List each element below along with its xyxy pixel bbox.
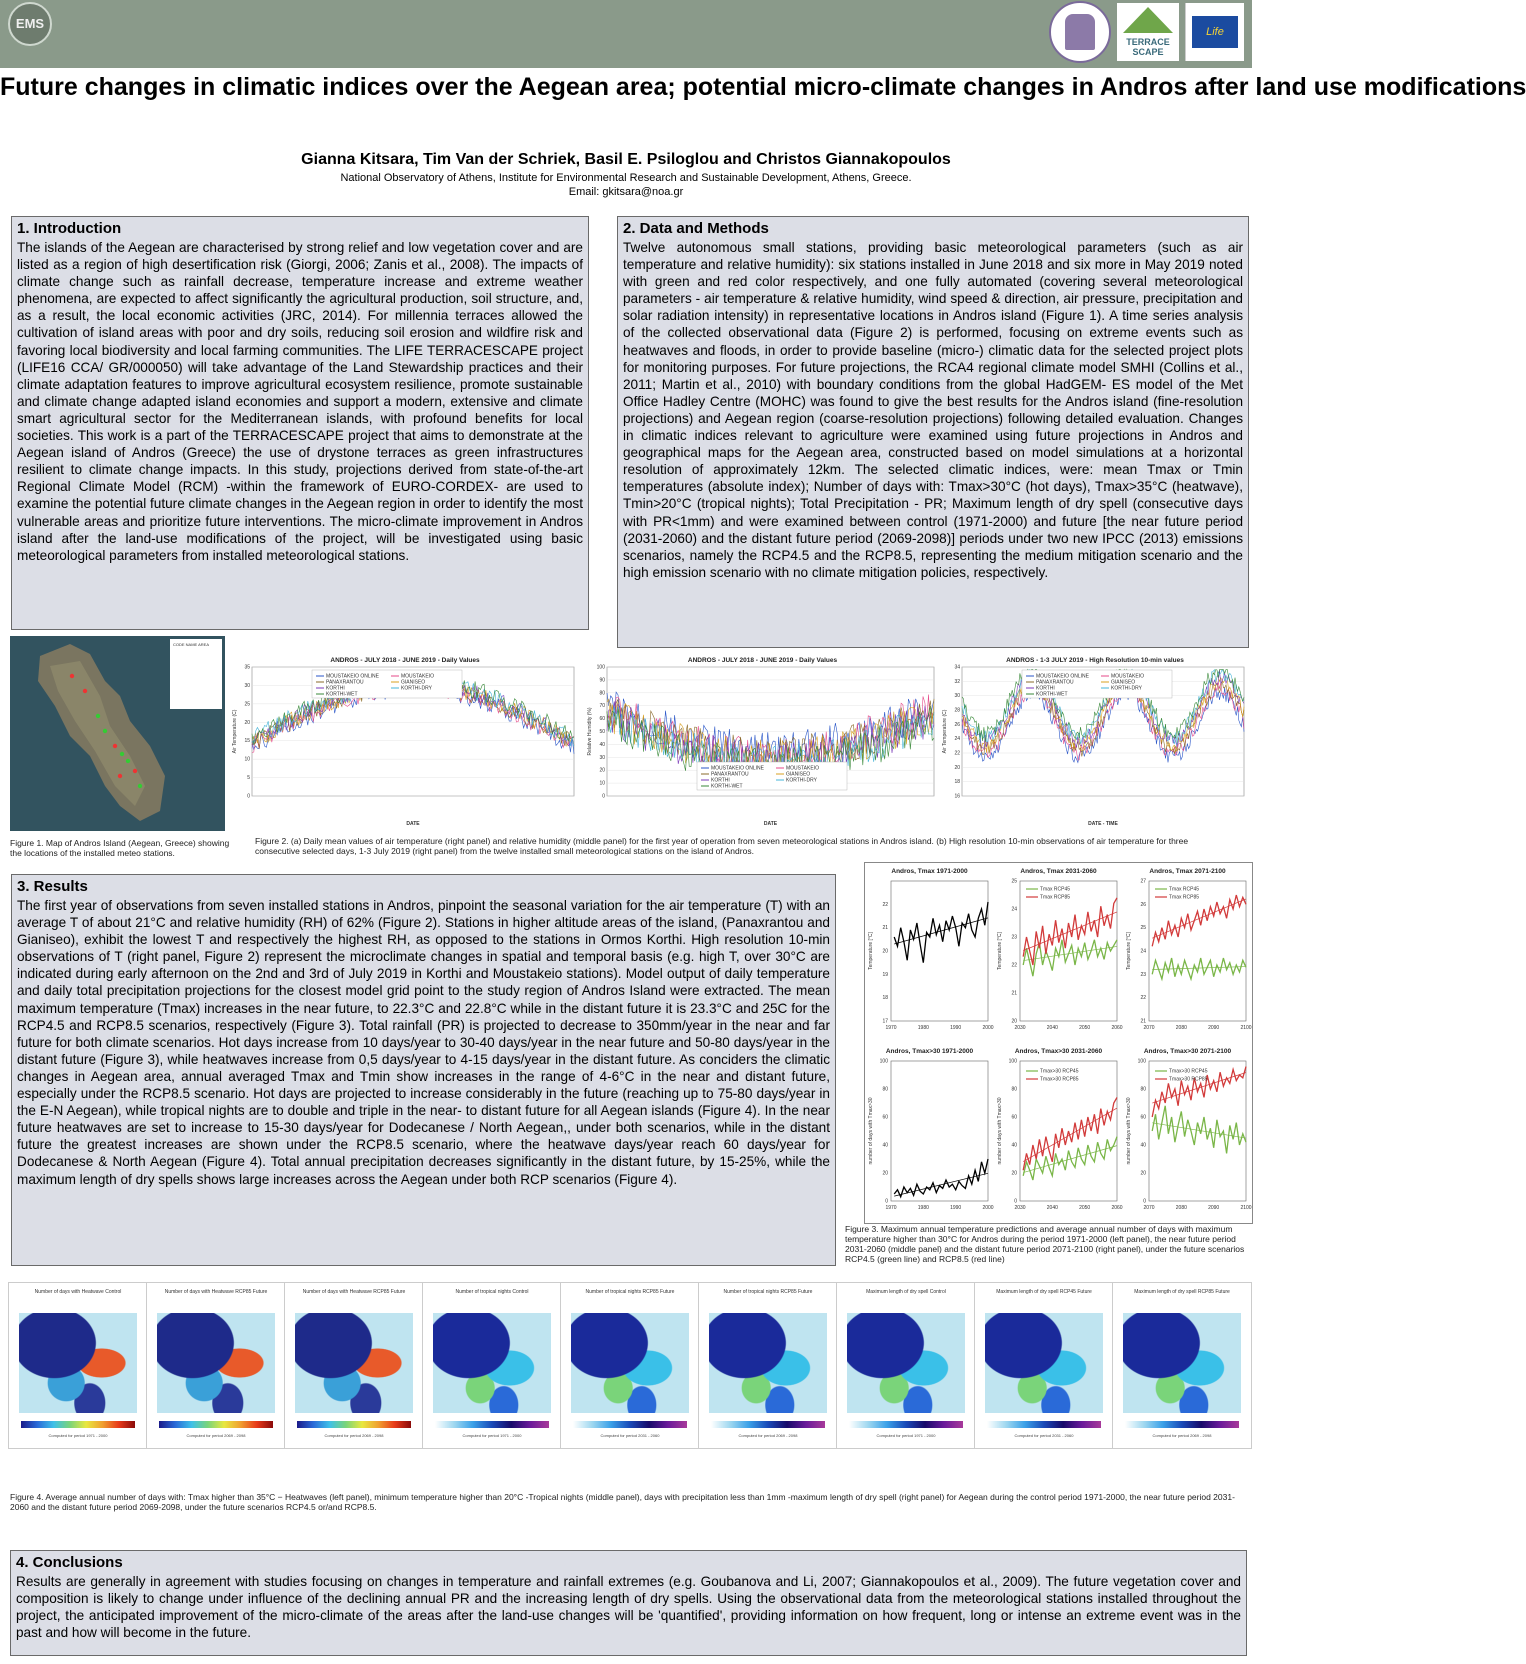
series-line	[1023, 940, 1117, 976]
station-marker	[113, 744, 117, 748]
aegean-map-panel	[560, 1282, 700, 1449]
legend-label: PANAXRANTOU	[326, 679, 364, 686]
y-tick-label: 80	[882, 1086, 888, 1093]
legend-label: Tmax RCP45	[1040, 886, 1071, 893]
x-tick-label: 1990	[950, 1205, 962, 1211]
x-tick-label: 2090	[1208, 1205, 1220, 1211]
y-axis-label: number of days with Tmax>30	[868, 1097, 874, 1165]
y-tick-label: 23	[1011, 934, 1017, 941]
series-line	[1152, 895, 1246, 946]
aegean-map-image	[571, 1313, 689, 1413]
x-tick-label: 2030	[1014, 1205, 1026, 1211]
legend-label: KORTHI-WET	[711, 783, 743, 790]
authors: Gianna Kitsara, Tim Van der Schriek, Basil E. Psiloglou and Christos Giannakopoulos	[301, 151, 951, 168]
map-period-note: Computed for period 2069 - 2098	[324, 1433, 384, 1438]
y-tick-label: 21	[1011, 990, 1017, 997]
section-text: Results are generally in agreement with studies focusing on changes in temperature and rainfall extremes (e.g. Goubanova and Li, 2007; Giannakopoulos et al., 2009). The future vegetation cover and composition is likely to change under influence of the declining annual PR and the increasing length of dry spells. Using the observational data from the meteorological stations installed throughout the project, the anticipated improvement of the micro-climate of the areas after the land-use changes will be 'quantified', providing information on how frequent, long or intense an extreme event was in the past and how will become in the future.	[16, 1574, 1241, 1641]
legend-label: MOUSTAKEIO ONLINE	[1036, 673, 1089, 680]
x-tick-label: 2000	[982, 1025, 994, 1031]
y-tick-label: 40	[882, 1142, 888, 1149]
map-period-note: Computed for period 1971 - 2000	[48, 1433, 108, 1438]
series-line	[894, 1159, 988, 1197]
partner-logos	[1049, 2, 1244, 62]
terracescape-logo: TERRACE SCAPE	[1117, 3, 1179, 61]
trend-line	[894, 918, 988, 944]
color-scale-bar	[159, 1421, 273, 1428]
station-marker	[83, 689, 87, 693]
y-tick-label: 24	[1011, 906, 1017, 913]
y-tick-label: 60	[882, 1114, 888, 1121]
legend-label: KORTHI	[711, 777, 730, 784]
color-scale-bar	[1125, 1421, 1239, 1428]
y-tick-label: 16	[954, 793, 960, 800]
aegean-map-panel	[1112, 1282, 1252, 1449]
observatory-seal-logo	[1049, 1, 1111, 63]
y-tick-label: 10	[599, 780, 605, 787]
legend-label: Tmax>30 RCP45	[1040, 1068, 1079, 1075]
x-tick-label: 2000	[982, 1205, 994, 1211]
y-tick-label: 34	[954, 664, 960, 671]
y-tick-label: 20	[244, 719, 250, 726]
panel-title: ANDROS - JULY 2018 - JUNE 2019 - Daily Values	[687, 657, 838, 664]
chart-title: Andros, Tmax 1971-2000	[891, 868, 968, 875]
figure3-caption: Figure 3. Maximum annual temperature predictions and average annual number of days with maximum temperature higher than 30°C for Andros during the period 1971-2000 (left panel), the near future period 2031-2060 (middle panel) and the distant future period 2071-2100 (right panel), under the future scenarios RCP4.5 (green line) and RCP8.5 (red line)	[845, 1224, 1245, 1264]
y-axis-label: number of days with Tmax>30	[997, 1097, 1003, 1165]
y-axis-label: number of days with Tmax>30	[1126, 1097, 1132, 1165]
legend-label: Tmax>30 RCP85	[1169, 1076, 1208, 1083]
legend-label: PANAXRANTOU	[1036, 679, 1074, 686]
y-tick-label: 60	[1011, 1114, 1017, 1121]
y-tick-label: 25	[1011, 878, 1017, 885]
y-tick-label: 100	[879, 1058, 888, 1065]
y-tick-label: 70	[599, 703, 605, 710]
x-axis-label: DATE	[406, 821, 420, 827]
x-tick-label: 2070	[1143, 1205, 1155, 1211]
y-tick-label: 18	[954, 779, 960, 786]
y-tick-label: 32	[954, 678, 960, 685]
y-tick-label: 100	[1008, 1058, 1017, 1065]
y-tick-label: 26	[954, 721, 960, 728]
y-tick-label: 60	[1140, 1114, 1146, 1121]
y-tick-label: 22	[1140, 995, 1146, 1002]
y-axis-label: Temperature [°C]	[1126, 932, 1132, 970]
y-tick-label: 0	[247, 793, 250, 800]
x-tick-label: 1980	[917, 1025, 929, 1031]
y-tick-label: 21	[882, 925, 888, 932]
chart-title: Andros, Tmax>30 1971-2000	[885, 1048, 974, 1055]
legend-label: Tmax>30 RCP85	[1040, 1076, 1079, 1083]
aegean-map-image	[19, 1313, 137, 1413]
y-tick-label: 26	[1140, 901, 1146, 908]
trend-line	[1023, 912, 1117, 951]
andros-station-map	[10, 636, 225, 831]
y-tick-label: 100	[1137, 1058, 1146, 1065]
figure4-maps	[0, 1276, 1252, 1486]
map-period-note: Computed for period 2069 - 2098	[1152, 1433, 1212, 1438]
y-tick-label: 20	[882, 1170, 888, 1177]
aegean-map-panel	[8, 1282, 148, 1449]
y-tick-label: 27	[1140, 878, 1146, 885]
fig2-humidity-panel	[585, 653, 940, 828]
map-title: Number of days with Heatwave RCP85 Future	[164, 1289, 268, 1295]
y-tick-label: 0	[602, 793, 605, 800]
map-period-note: Computed for period 2069 - 2098	[186, 1433, 246, 1438]
aegean-map-image	[295, 1313, 413, 1413]
section-heading: 2. Data and Methods	[623, 220, 769, 237]
aegean-map-image	[709, 1313, 827, 1413]
section-heading: 4. Conclusions	[16, 1554, 123, 1571]
legend-label: KORTHI-WET	[326, 691, 358, 698]
color-scale-bar	[711, 1421, 825, 1428]
station-marker	[96, 714, 100, 718]
x-tick-label: 2100	[1240, 1205, 1252, 1211]
x-tick-label: 2060	[1111, 1025, 1123, 1031]
aegean-map-image	[157, 1313, 275, 1413]
chart-title: Andros, Tmax 2071-2100	[1149, 868, 1226, 875]
trend-line	[1152, 899, 1246, 938]
y-tick-label: 80	[1011, 1086, 1017, 1093]
y-tick-label: 30	[599, 754, 605, 761]
station-marker	[120, 752, 124, 756]
map-period-note: Computed for period 1971 - 2000	[462, 1433, 522, 1438]
map-period-note: Computed for period 1971 - 2000	[876, 1433, 936, 1438]
map-period-note: Computed for period 2031 - 2060	[600, 1433, 660, 1438]
section-heading: 3. Results	[17, 878, 88, 895]
y-tick-label: 20	[1011, 1018, 1017, 1025]
x-tick-label: 2030	[1014, 1025, 1026, 1031]
fig2-highres-panel	[940, 653, 1250, 828]
map-title: Number of days with Heatwave Control	[34, 1289, 122, 1295]
header-bar	[0, 0, 1252, 68]
figure2-caption: Figure 2. (a) Daily mean values of air temperature (right panel) and relative humidity (middle panel) for the first year of operation from seven meteorological stations in Andros island. (b) High resolution 10-min observations of air temperature for three consecutive selected days, 1-3 July 2019 (right panel) from the twelve installed small meteorological stations on the island of Andros.	[255, 836, 1189, 856]
aegean-map-image	[1123, 1313, 1241, 1413]
legend-label: MOUSTAKEIO	[786, 765, 819, 772]
y-tick-label: 20	[882, 948, 888, 955]
legend-label: PANAXRANTOU	[711, 771, 749, 778]
x-tick-label: 2090	[1208, 1025, 1220, 1031]
y-tick-label: 30	[244, 682, 250, 689]
y-tick-label: 15	[244, 738, 250, 745]
legend-label: KORTHI-DRY	[786, 777, 817, 784]
color-scale-bar	[435, 1421, 549, 1428]
results-section	[11, 874, 836, 1266]
legend-label: MOUSTAKEIO ONLINE	[326, 673, 379, 680]
legend-label: GIANISEO	[786, 771, 811, 778]
legend-label: MOUSTAKEIO ONLINE	[711, 765, 764, 772]
x-axis-label: DATE - TIME	[1088, 821, 1118, 827]
station-marker	[126, 759, 130, 763]
map-title: Number of tropical nights RCP85 Future	[723, 1289, 813, 1295]
section-text: The islands of the Aegean are characterised by strong relief and low vegetation cover and are listed as a region of high desertification risk (Giorgi, 2006; Zanis et al., 2008). The impacts of climate change such as rainfall decrease, temperature increase and extreme weather phenomena, are expected to affect significantly the agricultural production, soil structure, and, as a result, the local economic activities (JRC, 2014). For millennia terraces allowed the cultivation of island areas with poor and dry soils, reducing soil erosion and wildfire risk and favoring local biodiversity and local farming communities. The LIFE TERRACESCAPE project (LIFE16 CCA/ GR/000050) will take advantage of the Land Stewardship practices and their climate adaptation features to improve agricultural ecosystem resilience, promote sustainable and climate change adapted island economies and support a modern, extensive and climate smart agricultural sector for the Mediterranean islands, with profound benefits for local societies. This work is a part of the TERRACESCAPE project that aims to demonstrate at the Aegean island of Andros (Greece) the use of drystone terraces as green infrastructures resilient to climate change impacts. In this study, projections derived from state-of-the-art Regional Climate Model (RCM) -within the framework of EURO-CORDEX- are used to examine the potential future climate changes in the Aegean region in order to identify the most vulnerable areas and prioritize future interventions. The micro-climate improvement in Andros island after the land-use modifications of the project, will be investigated using basic meteorological parameters from installed meteorological stations.	[17, 240, 583, 563]
y-tick-label: 24	[1140, 948, 1146, 955]
aegean-map-panel	[698, 1282, 838, 1449]
aegean-map-panel	[974, 1282, 1114, 1449]
series-line	[1152, 958, 1246, 979]
trend-line	[1023, 1108, 1117, 1161]
y-tick-label: 0	[885, 1198, 888, 1205]
station-marker	[133, 769, 137, 773]
affiliation: National Observatory of Athens, Institute for Environmental Research and Sustainable Development, Athens, Greece.	[340, 172, 912, 184]
color-scale-bar	[573, 1421, 687, 1428]
y-tick-label: 5	[247, 775, 250, 782]
y-tick-label: 25	[244, 701, 250, 708]
x-tick-label: 2040	[1046, 1205, 1058, 1211]
x-tick-label: 2040	[1046, 1025, 1058, 1031]
x-tick-label: 2060	[1111, 1205, 1123, 1211]
y-axis-label: Temperature [°C]	[868, 932, 874, 970]
introduction-section	[11, 216, 589, 630]
contact-email: Email: gkitsara@noa.gr	[568, 186, 684, 198]
y-tick-label: 18	[882, 995, 888, 1002]
section-text: Twelve autonomous small stations, providing basic meteorological parameters (such as air temperature and relative humidity): six stations installed in June 2018 and six more in May 2019 noted with green and red color respectively, and one fully automated (covering several meteorological parameters - air temperature & relative humidity, wind speed & direction, air pressure, precipitation and solar radiation intensity) in representative locations in Andros island (Figure 1). A time series analysis of the collected observational data (Figure 2) is performed, focusing on extreme events such as heatwaves and floods, in order to provide baseline (micro-) climatic data for the selected project plots for monitoring purposes. For future projections, the RCA4 regional climate model SMHI (Collins et al., 2011; Martin et al., 2010) with boundary conditions from the global HadGEM- ES model of the Met Office Hadley Centre (MOHC) was found to give the best results for the Andros island (fine-resolution projections) and Aegean region (coarse-resolution projections) following detailed evaluation. Changes in climatic indices relevant to agriculture were examined using future projections in Andros and geographical maps for the Aegean area, constructed based on model simulations at a horizontal resolution of approximately 12km. The selected climatic indices, were: mean Tmax or Tmin temperatures (absolute index); Number of days with: Tmax>30°C (hot days), Tmax>35°C (heatwave), Tmin>20°C (tropical nights); Total Precipitation - PR; Maximum length of dry spell (consecutive days with PR<1mm) and were examined between control (1971-2000) and future [the near future period (2031-2060) and the distant future period (2069-2098)] periods under two new IPCC (2013) emissions scenarios, namely the RCP4.5 and the RCP8.5, representing the medium mitigation scenario and the high emission scenario with no climate mitigation policies, respectively.	[623, 240, 1243, 580]
color-scale-bar	[297, 1421, 411, 1428]
y-tick-label: 35	[244, 664, 250, 671]
y-tick-label: 30	[954, 693, 960, 700]
x-tick-label: 2050	[1079, 1025, 1091, 1031]
legend-label: GIANISEO	[401, 679, 426, 686]
x-tick-label: 1970	[885, 1025, 897, 1031]
x-tick-label: 2050	[1079, 1205, 1091, 1211]
chart-title: Andros, Tmax 2031-2060	[1020, 868, 1097, 875]
y-tick-label: 24	[954, 736, 960, 743]
svg-text:CODE NAME AREA: CODE NAME AREA	[173, 642, 210, 647]
legend-label: KORTHI	[326, 685, 345, 692]
station-marker	[138, 784, 142, 788]
map-title: Number of tropical nights Control	[455, 1289, 529, 1295]
y-tick-label: 80	[1140, 1086, 1146, 1093]
legend-label: MOUSTAKEIO	[401, 673, 434, 680]
y-tick-label: 100	[596, 664, 605, 671]
panel-title: ANDROS - 1-3 JULY 2019 - High Resolution 10-min values	[1006, 657, 1184, 664]
y-axis-label: Temperature [°C]	[997, 932, 1003, 970]
legend-label: Tmax RCP85	[1040, 894, 1071, 901]
color-scale-bar	[21, 1421, 135, 1428]
x-tick-label: 1980	[917, 1205, 929, 1211]
y-tick-label: 0	[1014, 1198, 1017, 1205]
color-scale-bar	[849, 1421, 963, 1428]
station-marker	[118, 774, 122, 778]
y-axis-label: Air Temperature (C)	[232, 709, 238, 754]
series-line	[894, 902, 988, 963]
ems-logo: EMS	[8, 2, 52, 46]
x-axis-label: DATE	[763, 821, 778, 827]
y-tick-label: 20	[599, 767, 605, 774]
y-tick-label: 50	[599, 729, 605, 735]
y-tick-label: 19	[882, 971, 888, 978]
map-period-note: Computed for period 2031 - 2060	[1014, 1433, 1074, 1438]
figure4-caption: Figure 4. Average annual number of days with: Tmax higher than 35°C − Heatwaves (left panel), minimum temperature higher than 20°C -Tropical nights (middle panel), days with precipitation less than 1mm -maximum length of dry spell (right panel) for Aegean during the control period 1971-2000, the near future period 2031-2060 and the distant future period 2069-2098, under the future scenarios RCP4.5 or/and RCP8.5.	[10, 1492, 1235, 1512]
map-title: Maximum length of dry spell RCP85 Future	[1134, 1289, 1230, 1295]
chart-title: Andros, Tmax>30 2031-2060	[1014, 1048, 1103, 1055]
y-tick-label: 0	[1143, 1198, 1146, 1205]
aegean-map-panel	[284, 1282, 424, 1449]
y-tick-label: 90	[599, 677, 605, 684]
chart-title: Andros, Tmax>30 2071-2100	[1143, 1048, 1232, 1055]
trend-line	[1152, 1123, 1246, 1138]
y-tick-label: 20	[1011, 1170, 1017, 1177]
x-tick-label: 1970	[885, 1205, 897, 1211]
legend-label: Tmax>30 RCP45	[1169, 1068, 1208, 1075]
x-tick-label: 2080	[1175, 1205, 1187, 1211]
x-tick-label: 2070	[1143, 1025, 1155, 1031]
aegean-map-panel	[146, 1282, 286, 1449]
legend-label: MOUSTAKEIO	[1111, 673, 1144, 680]
aegean-map-panel	[836, 1282, 976, 1449]
x-tick-label: 2100	[1240, 1025, 1252, 1031]
legend-label: KORTHI-DRY	[401, 685, 432, 692]
y-tick-label: 40	[1011, 1142, 1017, 1149]
y-tick-label: 22	[954, 750, 960, 757]
map-title: Maximum length of dry spell RCP45 Future	[996, 1289, 1092, 1295]
y-tick-label: 80	[599, 690, 605, 697]
legend-label: Tmax RCP45	[1169, 886, 1200, 893]
conclusions-section	[10, 1550, 1247, 1656]
data-methods-section	[617, 216, 1249, 648]
poster-title: Future changes in climatic indices over the Aegean area; potential micro-climate changes in Andros after land use modifications	[0, 73, 1526, 101]
fig2-temperature-panel	[230, 653, 580, 828]
x-tick-label: 2080	[1175, 1025, 1187, 1031]
aegean-map-image	[847, 1313, 965, 1413]
y-tick-label: 21	[1140, 1018, 1146, 1025]
legend-label: Tmax RCP85	[1169, 894, 1200, 901]
y-tick-label: 25	[1140, 925, 1146, 932]
y-tick-label: 17	[882, 1018, 888, 1025]
x-tick-label: 1990	[950, 1025, 962, 1031]
legend-label: KORTHI-DRY	[1111, 685, 1142, 692]
life-logo: Life	[1185, 3, 1244, 61]
y-axis-label: Air Temperature (C)	[942, 709, 948, 754]
legend-label: KORTHI	[1036, 685, 1055, 692]
y-tick-label: 22	[1011, 962, 1017, 969]
y-tick-label: 10	[244, 756, 250, 763]
map-period-note: Computed for period 2069 - 2098	[738, 1433, 798, 1438]
aegean-map-panel	[422, 1282, 562, 1449]
y-tick-label: 20	[954, 764, 960, 771]
series-line	[1152, 1106, 1246, 1154]
y-tick-label: 20	[1140, 1170, 1146, 1177]
y-tick-label: 40	[1140, 1142, 1146, 1149]
aegean-map-image	[985, 1313, 1103, 1413]
legend-label: KORTHI-WET	[1036, 691, 1068, 698]
section-text: The first year of observations from seven installed stations in Andros, pinpoint the seasonal variation for the air temperature (T) with an average T of about 21°C and relative humidity (RH) of 62% (Figure 2). Stations in higher altitude areas of the island, (Panaxrantou and Gianiseo), exhibit the lowest T and respectively the highest RH, as opposed to the stations in Ormos Korthi. High resolution 10-min observations of T (right panel, Figure 2) represent the microclimate changes in spatial and temporal basis (e.g. high T, over 30°C are indicated during early afternoon on the 2nd and 3rd of July 2019 in Korthi and Moustakeio stations). Model output of daily temperature and daily total precipitation projections for the closest model grid point to the study region of Andros Island were extracted. The mean maximum temperature (Tmax) increases in the near future, to 22.3°C and 22.8°C while in the distant future it is 23.3°C and 25C for the RCP4.5 and RCP8.5 scenarios, respectively (Figure 3). Total rainfall (PR) is projected to decrease to 350mm/year in the near and far future for both climate scenarios. Hot days increase from 10 days/year to 30-40 days/year in the near future and 50-80 days/year in the distant future (Figure 3), while heatwaves increase from 0,5 days/year to 4-15 days/year in the distant future. As conciders the climatic changes in Aegean area, annual averaged Tmax and Tmin show increases in the range of 4-6°C in the near and distant future, especially under the RCP8.5 scenario. Hot days are projected to increase considerably in the future (reaching up to 75-80 days/year in the E-N Aegean), while tropical nights are to double and triple in the near- to distant future for all Aegean islands (Figure 4). In the near future heatwaves are set to increase to 15-30 days/year for Dodecanese / North Aegean,, under both scenarios, while in the distant future the greatest increases are shown under the RCP8.5 scenario, where the heatwave days/year reach 60 days/year for Dodecanese & North Aegean (Figure 4). Total annual precipitation decreases significantly in the distant future, by 15-25%, while the maximum length of dry spells shows large increases across the Aegean under both RCP scenarios (Figure 4).	[17, 898, 830, 1187]
panel-title: ANDROS - JULY 2018 - JUNE 2019 - Daily Values	[330, 657, 480, 664]
legend-label: GIANISEO	[1111, 679, 1136, 686]
trend-line	[894, 1173, 988, 1196]
station-marker	[70, 674, 74, 678]
map-title: Number of days with Heatwave RCP85 Future	[302, 1289, 406, 1295]
map-title: Number of tropical nights RCP85 Future	[585, 1289, 675, 1295]
y-tick-label: 40	[599, 741, 605, 748]
y-tick-label: 28	[954, 707, 960, 714]
color-scale-bar	[987, 1421, 1101, 1428]
y-tick-label: 23	[1140, 971, 1146, 978]
figure1-caption: Figure 1. Map of Andros Island (Aegean, Greece) showing the locations of the installed meteo stations.	[10, 838, 230, 858]
y-axis-label: Relative Humidity (%)	[587, 707, 593, 756]
section-heading: 1. Introduction	[17, 220, 122, 237]
y-tick-label: 22	[882, 901, 888, 908]
map-title: Maximum length of dry spell Control	[866, 1289, 946, 1295]
y-tick-label: 60	[599, 716, 605, 723]
station-marker	[103, 729, 107, 733]
figure3-charts	[864, 862, 1253, 1224]
aegean-map-image	[433, 1313, 551, 1413]
series-line	[1023, 1137, 1117, 1180]
